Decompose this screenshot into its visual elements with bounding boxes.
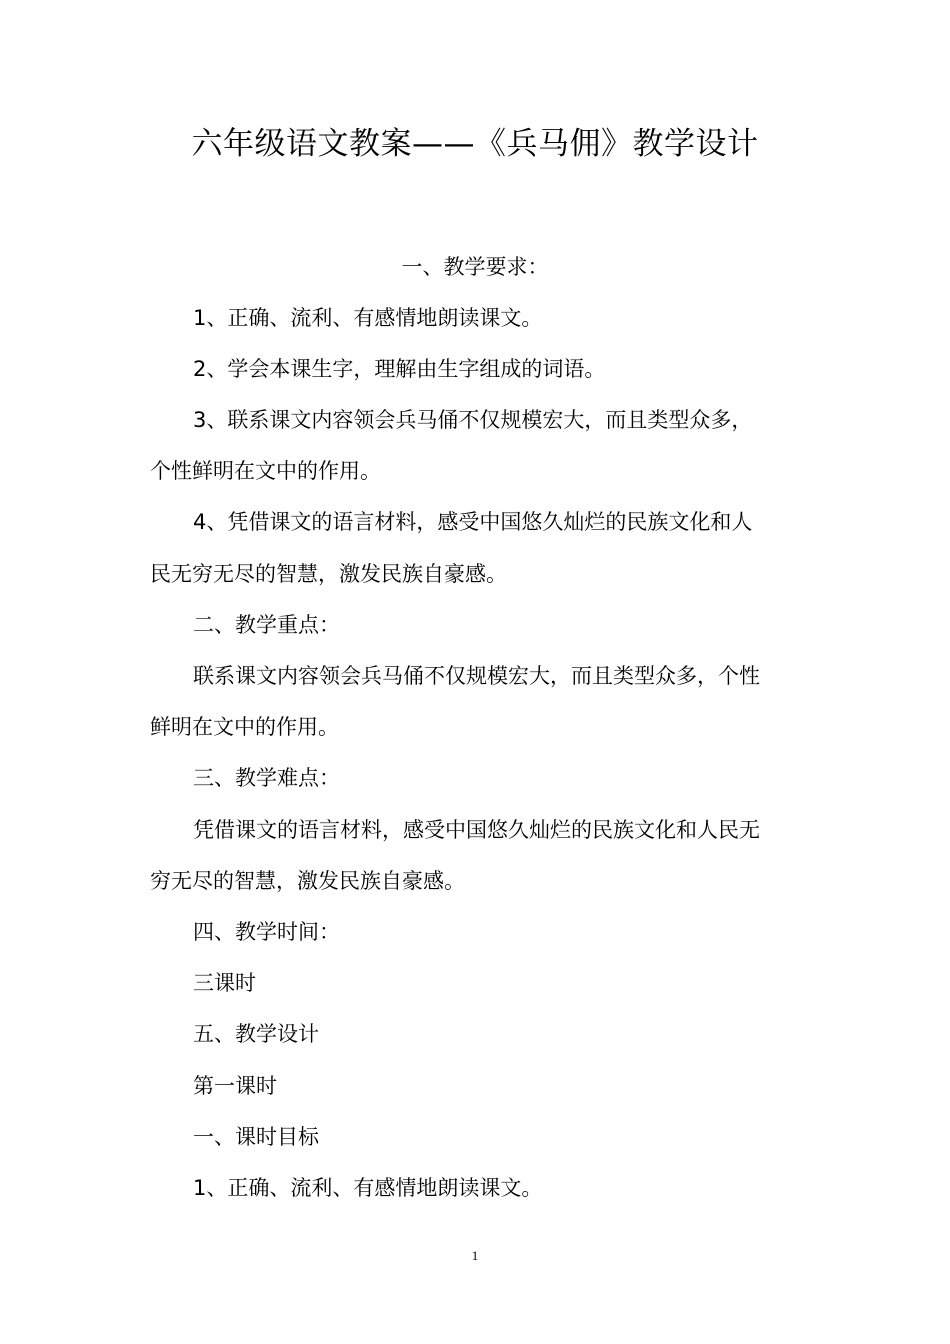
difficulties-text: 凭借课文的语言材料，感受中国悠久灿烂的民族文化和人民无	[193, 818, 760, 842]
requirement-item-4-continued: 民无穷无尽的智慧，激发民族自豪感。	[150, 562, 507, 586]
section-heading-design: 五、教学设计	[193, 1022, 319, 1046]
key-points-text: 联系课文内容领会兵马俑不仅规模宏大，而且类型众多，个性	[193, 664, 760, 688]
section-heading-difficulties: 三、教学难点：	[193, 766, 340, 790]
difficulties-text-continued: 穷无尽的智慧，激发民族自豪感。	[150, 869, 465, 893]
section-heading-requirements: 一、教学要求：	[401, 255, 549, 279]
document-title: 六年级语文教案——《兵马佣》教学设计	[191, 126, 759, 162]
time-text: 三课时	[193, 971, 256, 995]
page-number: 1	[471, 1248, 479, 1263]
lesson-goals-heading: 一、课时目标	[193, 1125, 319, 1149]
requirement-item-1: 1、正确、流利、有感情地朗读课文。	[193, 306, 543, 330]
lesson-heading: 第一课时	[193, 1074, 277, 1098]
requirement-item-2: 2、学会本课生字，理解由生字组成的词语。	[193, 357, 606, 381]
section-heading-time: 四、教学时间：	[193, 920, 340, 944]
key-points-text-continued: 鲜明在文中的作用。	[150, 715, 339, 739]
lesson-goal-item-1: 1、正确、流利、有感情地朗读课文。	[193, 1176, 543, 1200]
section-heading-key-points: 二、教学重点：	[193, 613, 340, 637]
requirement-item-3: 3、联系课文内容领会兵马俑不仅规模宏大，而且类型众多，	[193, 408, 753, 432]
requirement-item-3-continued: 个性鲜明在文中的作用。	[150, 459, 381, 483]
requirement-item-4: 4、凭借课文的语言材料，感受中国悠久灿烂的民族文化和人	[193, 510, 753, 534]
